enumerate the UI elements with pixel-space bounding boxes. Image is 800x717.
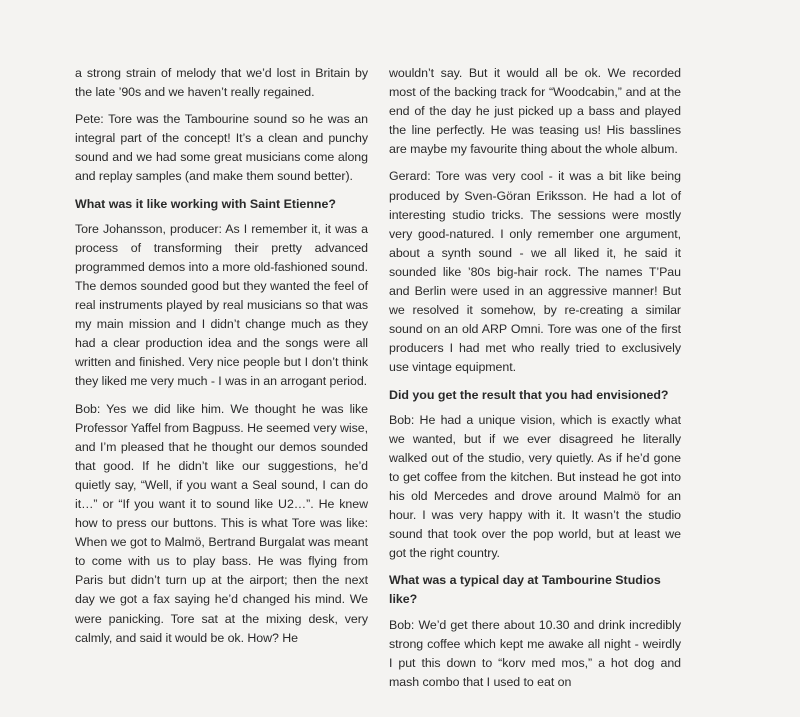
paragraph: Bob: We’d get there about 10.30 and drink incredibly strong coffee which kept me awake all night - weirdly I put this down to “korv med mos,” a hot dog and mash combo that I used to eat on	[389, 617, 681, 689]
left-column	[75, 60, 368, 656]
right-column	[389, 60, 681, 700]
interview-question: What was a typical day at Tambourine Studios like?	[389, 573, 661, 607]
paragraph: Gerard: Tore was very cool - it was a bit like being produced by Sven-Göran Eriksson. He had a lot of interesting studio tricks. The sessions were mostly very good-natured. I only remember one argument, about a synth sound - we all liked it, he said it sounded like ’80s big-hair rock. The names T’Pau and Berlin were used in an aggressive manner! But we resolved it somehow, by re-creating a similar sound on an old ARP Omni. Tore was one of the first producers I had met who really tried to exclusively use vintage equipment.	[389, 169, 681, 375]
paragraph: a strong strain of melody that we’d lost in Britain by the late ’90s and we haven’t really regained.	[75, 66, 368, 100]
paragraph: Bob: Yes we did like him. We thought he was like Professor Yaffel from Bagpuss. He seemed very wise, and I’m pleased that he thought our demos sounded that good. If he didn’t like our suggestions, he’d quietly say, “Well, if you want a Seal sound, I can do it…” or “If you want it to sound like U2…”. He knew how to press our buttons. This is what Tore was like: When we got to Malmö, Bertrand Burgalat was meant to come with us to play bass. He was flying from Paris but didn’t turn up at the airport; then the next day we got a fax saying he’d changed his mind. We were panicking. Tore sat at the mixing desk, very calmly, and said it would be ok. How? He	[75, 401, 368, 645]
interview-question: Did you get the result that you had envisioned?	[389, 387, 669, 402]
paragraph: Tore Johansson, producer: As I remember it, it was a process of transforming their pretty advanced programmed demos into a more old-fashioned sound. The demos sounded good but they wanted the feel of real instruments played by real musicians so that was my main mission and I didn’t change much as they had a clear production idea and the songs were all written and finished. Very nice people but I don’t think they liked me very much - I was in an arrogant period.	[75, 221, 368, 389]
interview-question: What was it like working with Saint Etienne?	[75, 196, 336, 211]
paragraph: wouldn’t say. But it would all be ok. We recorded most of the backing track for “Woodcabin,” and at the end of the day he just picked up a bass and played the line perfectly. He was teasing us! His basslines are maybe my favourite thing about the whole album.	[389, 66, 681, 157]
paragraph: Pete: Tore was the Tambourine sound so he was an integral part of the concept! It’s a clean and punchy sound and we had some great musicians come along and replay samples (and make them sound better).	[75, 112, 368, 184]
paragraph: Bob: He had a unique vision, which is exactly what we wanted, but if we ever disagreed he literally walked out of the studio, very quietly. As if he’d gone to get coffee from the kitchen. But instead he got into his old Mercedes and drove around Malmö for an hour. I was very happy with it. It wasn’t the studio sound that took over the pop world, but at least we got the right country.	[389, 412, 681, 561]
